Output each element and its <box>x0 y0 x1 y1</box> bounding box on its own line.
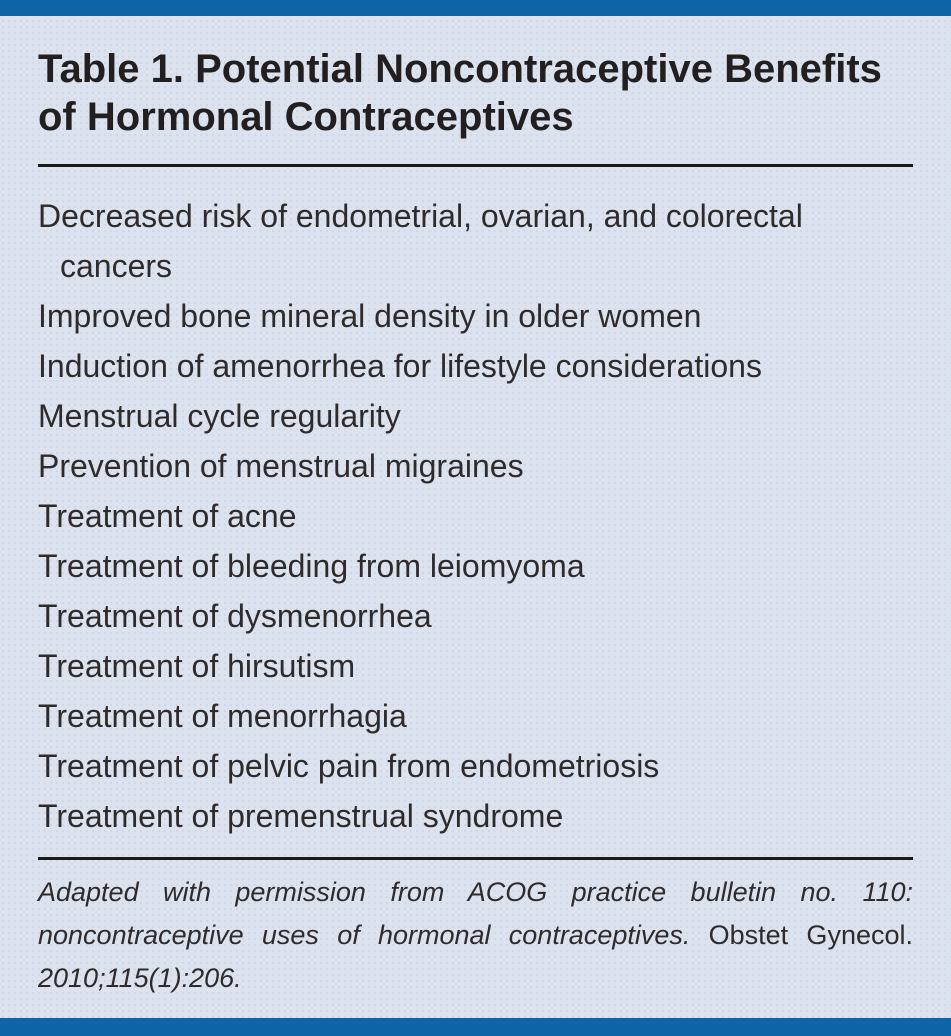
top-accent-bar <box>0 0 951 16</box>
bottom-accent-bar <box>0 1018 951 1036</box>
list-item: Treatment of bleeding from leiomyoma <box>38 548 585 584</box>
footnote-citation-locator: 2010;115(1):206. <box>38 963 242 993</box>
list-item: Induction of amenorrhea for lifestyle considerations <box>38 348 762 384</box>
list-item: Prevention of menstrual migraines <box>38 448 524 484</box>
footnote-citation <box>38 871 913 1000</box>
list-item: Improved bone mineral density in older women <box>38 298 702 334</box>
list-item: Treatment of acne <box>38 498 297 534</box>
list-item: Treatment of menorrhagia <box>38 698 407 734</box>
table-title: Table 1. Potential Noncontraceptive Benefits of Hormonal Contraceptives <box>38 47 882 139</box>
benefits-list <box>38 191 913 841</box>
list-item: Menstrual cycle regularity <box>38 398 401 434</box>
list-item: Treatment of dysmenorrhea <box>38 598 432 634</box>
list-item: Decreased risk of endometrial, ovarian, and colorectal cancers <box>38 198 803 284</box>
list-item: Treatment of hirsutism <box>38 648 356 684</box>
table-content <box>0 16 951 1000</box>
list-item: Treatment of pelvic pain from endometriosis <box>38 748 660 784</box>
footnote-journal-name: Obstet Gynecol. <box>708 920 913 950</box>
list-item: Treatment of premenstrual syndrome <box>38 798 564 834</box>
header-rule <box>38 164 913 167</box>
footnote-adapted-text: Adapted with permission from ACOG practice bulletin no. 110: noncontraceptive uses of hormonal contraceptives. <box>38 877 913 950</box>
footnote-rule <box>38 857 913 860</box>
